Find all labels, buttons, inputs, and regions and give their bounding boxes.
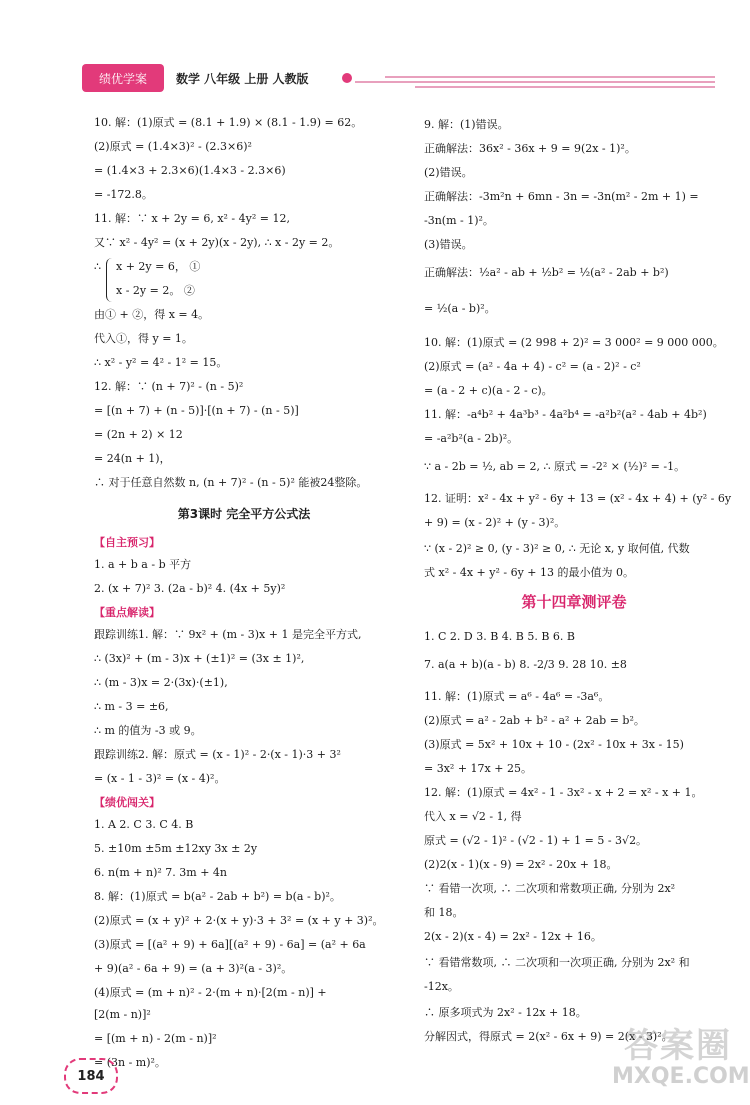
text-line: ∵ (x - 2)² ≥ 0, (y - 3)² ≥ 0, ∴ 无论 x, y 取何值, 代数 — [424, 542, 690, 555]
excel-heading: 【绩优闯关】 — [94, 796, 160, 809]
text-line: 分解因式，得原式 = 2(x² - 6x + 9) = 2(x - 3)²。 — [424, 1030, 673, 1043]
watermark-logo: 答案圈 — [624, 1026, 732, 1066]
text-line: 7. a(a + b)(a - b) 8. -2/3 9. 28 10. ±8 — [424, 658, 627, 671]
text-line: = 24(n + 1)， — [94, 452, 171, 465]
text-line: 跟踪训练2. 解：原式 = (x - 1)² - 2·(x - 1)·3 + 3² — [94, 748, 341, 761]
text-line: = -a²b²(a - 2b)²。 — [424, 432, 519, 445]
text-line: = (3n - m)²。 — [94, 1056, 166, 1069]
text-line: -12x。 — [424, 980, 459, 993]
text-line: 1. A 2. C 3. C 4. B — [94, 818, 194, 831]
text-line: 由① + ②，得 x = 4。 — [94, 308, 210, 321]
text-line: (3)原式 = [(a² + 9) + 6a][(a² + 9) - 6a] = (a² + 6a — [94, 938, 366, 951]
key-points-heading: 【重点解读】 — [94, 606, 160, 619]
text-line: = ½(a - b)²。 — [424, 302, 496, 315]
text-line: 12. 证明：x² - 4x + y² - 6y + 13 = (x² - 4x + 4) + (y² - 6y — [424, 492, 732, 505]
text-line: 5. ±10m ±5m ±12xy 3x ± 2y — [94, 842, 258, 855]
text-line: 正确解法：½a² - ab + ½b² = ½(a² - 2ab + b²) — [424, 266, 669, 279]
text-line: 12. 解：(1)原式 = 4x² - 1 - 3x² - x + 2 = x² - x + 1。 — [424, 786, 703, 799]
text-line: = -172.8。 — [94, 188, 153, 201]
text-line: = (2n + 2) × 12 — [94, 428, 183, 441]
text-line: [2(m - n)]² — [94, 1008, 151, 1021]
text-line: (3)原式 = 5x² + 10x + 10 - (2x² - 10x + 3x - 15) — [424, 738, 684, 751]
section-title: 第3课时 完全平方公式法 — [177, 507, 311, 521]
header-badge: 绩优学案 — [82, 64, 164, 92]
text-line: ∴ 对于任意自然数 n, (n + 7)² - (n - 5)² 能被24整除。 — [94, 476, 368, 489]
header-dot-decoration — [342, 73, 352, 83]
text-line: ∴ (m - 3)x = 2·(3x)·(±1), — [94, 676, 228, 689]
text-line: (2)原式 = (a² - 4a + 4) - c² = (a - 2)² - c² — [424, 360, 641, 373]
system-brace — [106, 258, 113, 302]
text-line: (3)错误。 — [424, 238, 473, 251]
text-line: 1. C 2. D 3. B 4. B 5. B 6. B — [424, 630, 576, 643]
text-line: x + 2y = 6， ① — [116, 260, 201, 273]
text-line: + 9)(a² - 6a + 9) = (a + 3)²(a - 3)²。 — [94, 962, 293, 975]
watermark-url: MXQE.COM — [612, 1064, 750, 1089]
text-line: 11. 解：-a⁴b² + 4a³b³ - 4a²b⁴ = -a²b²(a² - 4ab + 4b²) — [424, 408, 707, 421]
text-line: ∴ x² - y² = 4² - 1² = 15。 — [94, 356, 228, 369]
text-line: (4)原式 = (m + n)² - 2·(m + n)·[2(m - n)] + — [94, 986, 327, 999]
text-line: ∴ m 的值为 -3 或 9。 — [94, 724, 202, 737]
text-line: 跟踪训练1. 解：∵ 9x² + (m - 3)x + 1 是完全平方式, — [94, 628, 362, 641]
text-line: ∵ 看错一次项, ∴ 二次项和常数项正确, 分别为 2x² — [424, 882, 676, 895]
text-line: 11. 解：∵ x + 2y = 6, x² - 4y² = 12, — [94, 212, 290, 225]
header-subject-info: 数学 八年级 上册 人教版 — [176, 72, 309, 86]
text-line: 6. n(m + n)² 7. 3m + 4n — [94, 866, 228, 879]
text-line: 式 x² - 4x + y² - 6y + 13 的最小值为 0。 — [424, 566, 634, 579]
text-line: = 3x² + 17x + 25。 — [424, 762, 532, 775]
text-line: 正确解法：-3m²n + 6mn - 3n = -3n(m² - 2m + 1) = — [424, 190, 699, 203]
text-line: ∴ m - 3 = ±6, — [94, 700, 169, 713]
text-line: -3n(m - 1)²。 — [424, 214, 494, 227]
page-number: 184 — [64, 1058, 118, 1094]
therefore-symbol: ∴ — [94, 260, 101, 273]
chapter-title: 第十四章测评卷 — [521, 593, 627, 611]
text-line: 2. (x + 7)² 3. (2a - b)² 4. (4x + 5y)² — [94, 582, 286, 595]
text-line: (2)2(x - 1)(x - 9) = 2x² - 20x + 18。 — [424, 858, 618, 871]
text-line: 原式 = (√2 - 1)² - (√2 - 1) + 1 = 5 - 3√2。 — [424, 834, 648, 847]
text-line: 代入①，得 y = 1。 — [94, 332, 193, 345]
text-line: 8. 解：(1)原式 = b(a² - 2ab + b²) = b(a - b)²。 — [94, 890, 341, 903]
text-line: + 9) = (x - 2)² + (y - 3)²。 — [424, 516, 566, 529]
text-line: 代入 x = √2 - 1, 得 — [424, 810, 522, 823]
text-line: (2)原式 = (x + y)² + 2·(x + y)·3 + 3² = (x + y + 3)²。 — [94, 914, 384, 927]
text-line: ∴ (3x)² + (m - 3)x + (±1)² = (3x ± 1)², — [94, 652, 305, 665]
text-line: ∴ 原多项式为 2x² - 12x + 18。 — [424, 1006, 587, 1019]
text-line: 10. 解：(1)原式 = (2 998 + 2)² = 3 000² = 9 000 000。 — [424, 336, 724, 349]
text-line: 12. 解：∵ (n + 7)² - (n - 5)² — [94, 380, 244, 393]
text-line: = (a - 2 + c)(a - 2 - c)。 — [424, 384, 553, 397]
text-line: 10. 解：(1)原式 = (8.1 + 1.9) × (8.1 - 1.9) = 62。 — [94, 116, 363, 129]
header-line-decoration — [355, 68, 715, 96]
text-line: ∵ a - 2b = ½, ab = 2, ∴ 原式 = -2² × (½)² = -1。 — [424, 460, 686, 473]
text-line: (2)原式 = a² - 2ab + b² - a² + 2ab = b²。 — [424, 714, 645, 727]
text-line: x - 2y = 2。 ② — [116, 284, 195, 297]
text-line: = (x - 1 - 3)² = (x - 4)²。 — [94, 772, 226, 785]
text-line: 1. a + b a - b 平方 — [94, 558, 192, 571]
text-line: (2)错误。 — [424, 166, 473, 179]
text-line: 和 18。 — [424, 906, 464, 919]
text-line: 11. 解：(1)原式 = a⁶ - 4a⁶ = -3a⁶。 — [424, 690, 610, 703]
text-line: 9. 解：(1)错误。 — [424, 118, 509, 131]
text-line: 正确解法：36x² - 36x + 9 = 9(2x - 1)²。 — [424, 142, 636, 155]
self-preview-heading: 【自主预习】 — [94, 536, 160, 549]
text-line: 2(x - 2)(x - 4) = 2x² - 12x + 16。 — [424, 930, 602, 943]
text-line: (2)原式 = (1.4×3)² - (2.3×6)² — [94, 140, 252, 153]
text-line: = (1.4×3 + 2.3×6)(1.4×3 - 2.3×6) — [94, 164, 286, 177]
text-line: ∵ 看错常数项, ∴ 二次项和一次项正确, 分别为 2x² 和 — [424, 956, 690, 969]
text-line: = [(m + n) - 2(m - n)]² — [94, 1032, 217, 1045]
text-line: = [(n + 7) + (n - 5)]·[(n + 7) - (n - 5)] — [94, 404, 299, 417]
text-line: 又∵ x² - 4y² = (x + 2y)(x - 2y), ∴ x - 2y = 2。 — [94, 236, 340, 249]
